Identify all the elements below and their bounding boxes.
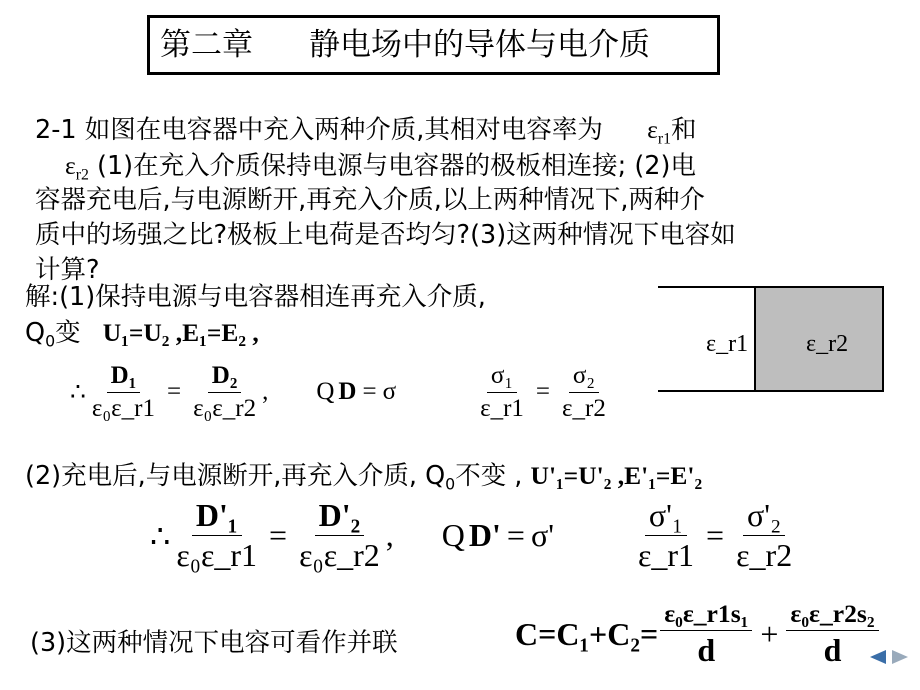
problem-line-5: 计算?	[35, 255, 100, 285]
er1-symbol: $\varepsilon_{r1}$	[647, 115, 671, 148]
chapter-title: 静电场中的导体与电介质	[309, 27, 650, 63]
solution-part1-header: 解:(1)保持电源与电容器相连再充入介质,	[25, 282, 486, 312]
equation-row-2: ∴ $\frac{\text{D'₁}}{\text{ε₀ε\_r1}}$ = $\frac{\text{D'₂}}{\text{ε₀ε\_r2}}$ , Q D' = σ' $\frac{\text{σ'₁}}{\varepsilon\_r1}$ = $\frac{\text{σ'₂}}{\varepsilon\_r2}$	[150, 497, 793, 574]
solution-part3-header: (3)这两种情况下电容可看作并联	[30, 628, 398, 658]
problem-line-4: 质中的场强之比?极板上电荷是否均匀?(3)这两种情况下电容如	[35, 220, 736, 250]
equation-row-1: ∴ $\frac{\text{D₁}}{\text{ε₀ε\_r1}}$ = $\frac{\text{D₂}}{\text{ε₀ε\_r2}}$ , Q D = σ $\frac{\text{σ₁}}{\varepsilon\_r1}$ = $\frac{\text{σ₂}}{\varepsilon\_r2}$	[70, 362, 606, 422]
dielectric-1-label: ε_r1	[706, 331, 749, 357]
problem-line-1: 2-1 如图在电容器中充入两种介质,其相对电容率为 $\varepsilon_{r1}$和	[35, 115, 697, 148]
solution-part1-line: $Q_0$变 U₁=U₂ ,E₁=E₂ ,	[25, 318, 259, 351]
chapter-label: 第二章	[160, 27, 253, 63]
er2-symbol: $\varepsilon_{r2}$	[65, 151, 89, 184]
problem-line-3: 容器充电后,与电源断开,再充入介质,以上两种情况下,两种介	[35, 185, 705, 215]
triangle-right-icon[interactable]	[892, 650, 908, 664]
capacitor-diagram	[658, 285, 884, 393]
triangle-left-icon[interactable]	[870, 650, 886, 664]
dielectric-2-label: ε_r2	[806, 331, 849, 357]
equation-capacitance: C=C₁+C₂= $\frac{\text{ε₀ε\_r1s₁}}{d}$ + $\frac{\text{ε₀ε\_r2s₂}}{d}$	[515, 600, 881, 668]
capacitor-svg	[658, 285, 884, 393]
solution-part2-line: (2)充电后,与电源断开,再充入介质, $Q_0$不变 , U'₁=U'₂ ,E'₁=E'₂	[25, 461, 703, 494]
slide-title	[147, 15, 720, 75]
problem-line-2: $\varepsilon_{r2}$ (1)在充入介质保持电源与电容器的极板相连接; (2)电	[65, 151, 696, 184]
slide-nav	[868, 648, 912, 670]
